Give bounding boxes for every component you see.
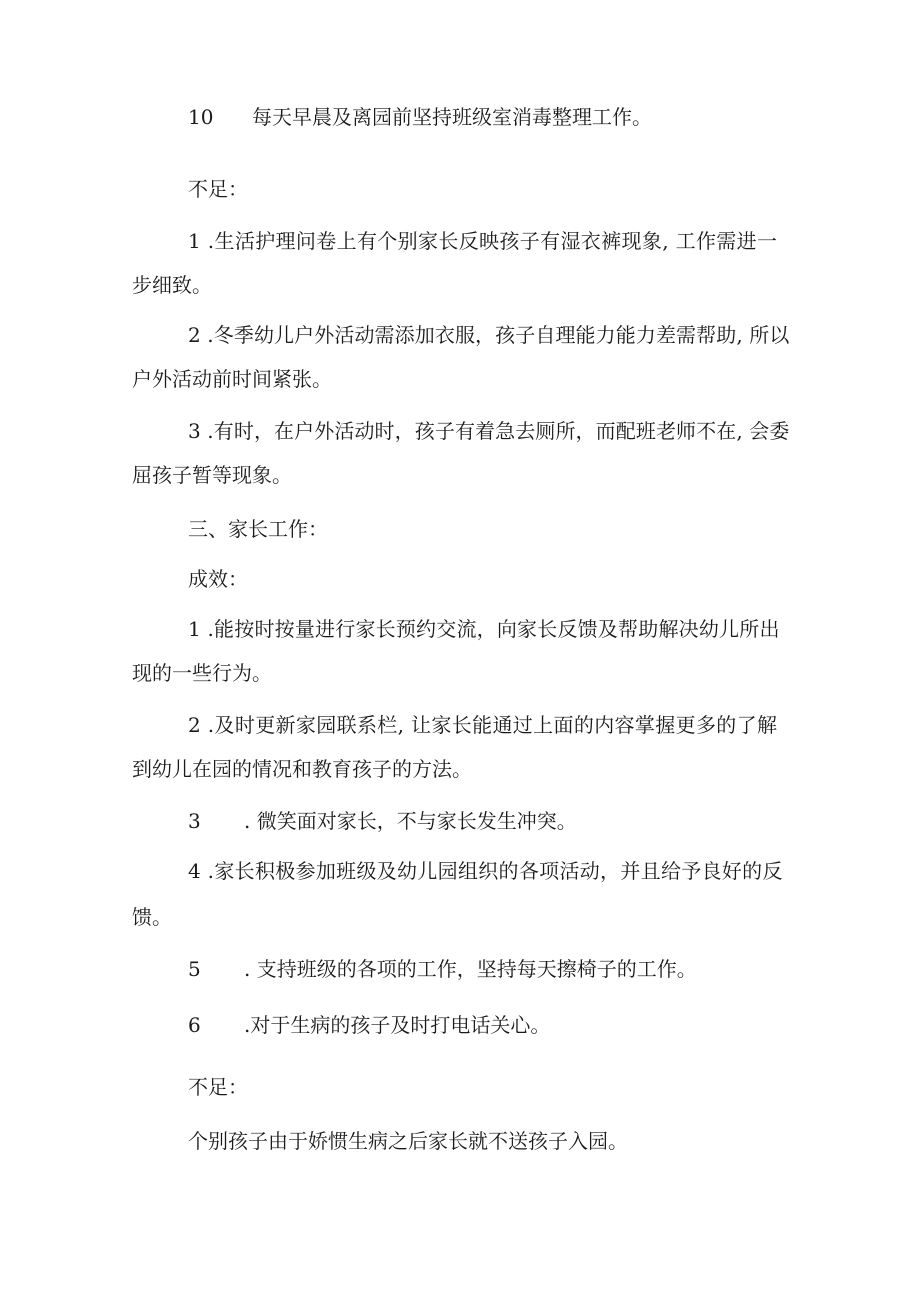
result-1-line-2: 现的一些行为。 — [132, 661, 272, 685]
result-2-line-1: 2 .及时更新家园联系栏, 让家长能通过上面的内容掌握更多的了解 — [188, 713, 778, 737]
result-3-number: 3 — [188, 809, 201, 833]
shortcoming-1-line-1: 1 .生活护理问卷上有个别家长反映孩子有湿衣裤现象, 工作需进一 — [188, 229, 778, 253]
result-6-number: 6 — [188, 1013, 201, 1037]
shortcoming-3-line-1: 3 .有时，在户外活动时，孩子有着急去厕所，而配班老师不在, 会委 — [188, 419, 790, 443]
item-10-number: 10 — [188, 105, 214, 129]
result-2-line-2: 到幼儿在园的情况和教育孩子的方法。 — [132, 757, 472, 781]
result-4-line-2: 馈。 — [132, 905, 172, 929]
shortcoming-3-line-2: 屈孩子暂等现象。 — [132, 463, 292, 487]
shortcomings-2-heading: 不足： — [188, 1075, 248, 1099]
shortcoming-2-line-2: 户外活动前时间紧张。 — [132, 367, 332, 391]
shortcoming-1-line-2: 步细致。 — [132, 273, 212, 297]
results-heading: 成效： — [188, 567, 248, 591]
result-6-text: .对于生病的孩子及时打电话关心。 — [244, 1013, 551, 1037]
item-10-text: 每天早晨及离园前坚持班级室消毒整理工作。 — [252, 105, 652, 129]
result-3-text: . 微笑面对家长，不与家长发生冲突。 — [244, 809, 577, 833]
result-1-line-1: 1 .能按时按量进行家长预约交流，向家长反馈及帮助解决幼儿所出 — [188, 617, 780, 641]
result-5-text: . 支持班级的各项的工作，坚持每天擦椅子的工作。 — [244, 957, 697, 981]
shortcoming-2-line-1: 2 .冬季幼儿户外活动需添加衣服，孩子自理能力能力差需帮助, 所以 — [188, 323, 790, 347]
section-3-heading: 三、家长工作： — [188, 517, 328, 541]
shortcomings-heading: 不足： — [188, 177, 248, 201]
result-5-number: 5 — [188, 957, 201, 981]
result-4-line-1: 4 .家长积极参加班级及幼儿园组织的各项活动，并且给予良好的反 — [188, 859, 783, 883]
shortcomings-2-text: 个别孩子由于娇惯生病之后家长就不送孩子入园。 — [188, 1129, 628, 1153]
